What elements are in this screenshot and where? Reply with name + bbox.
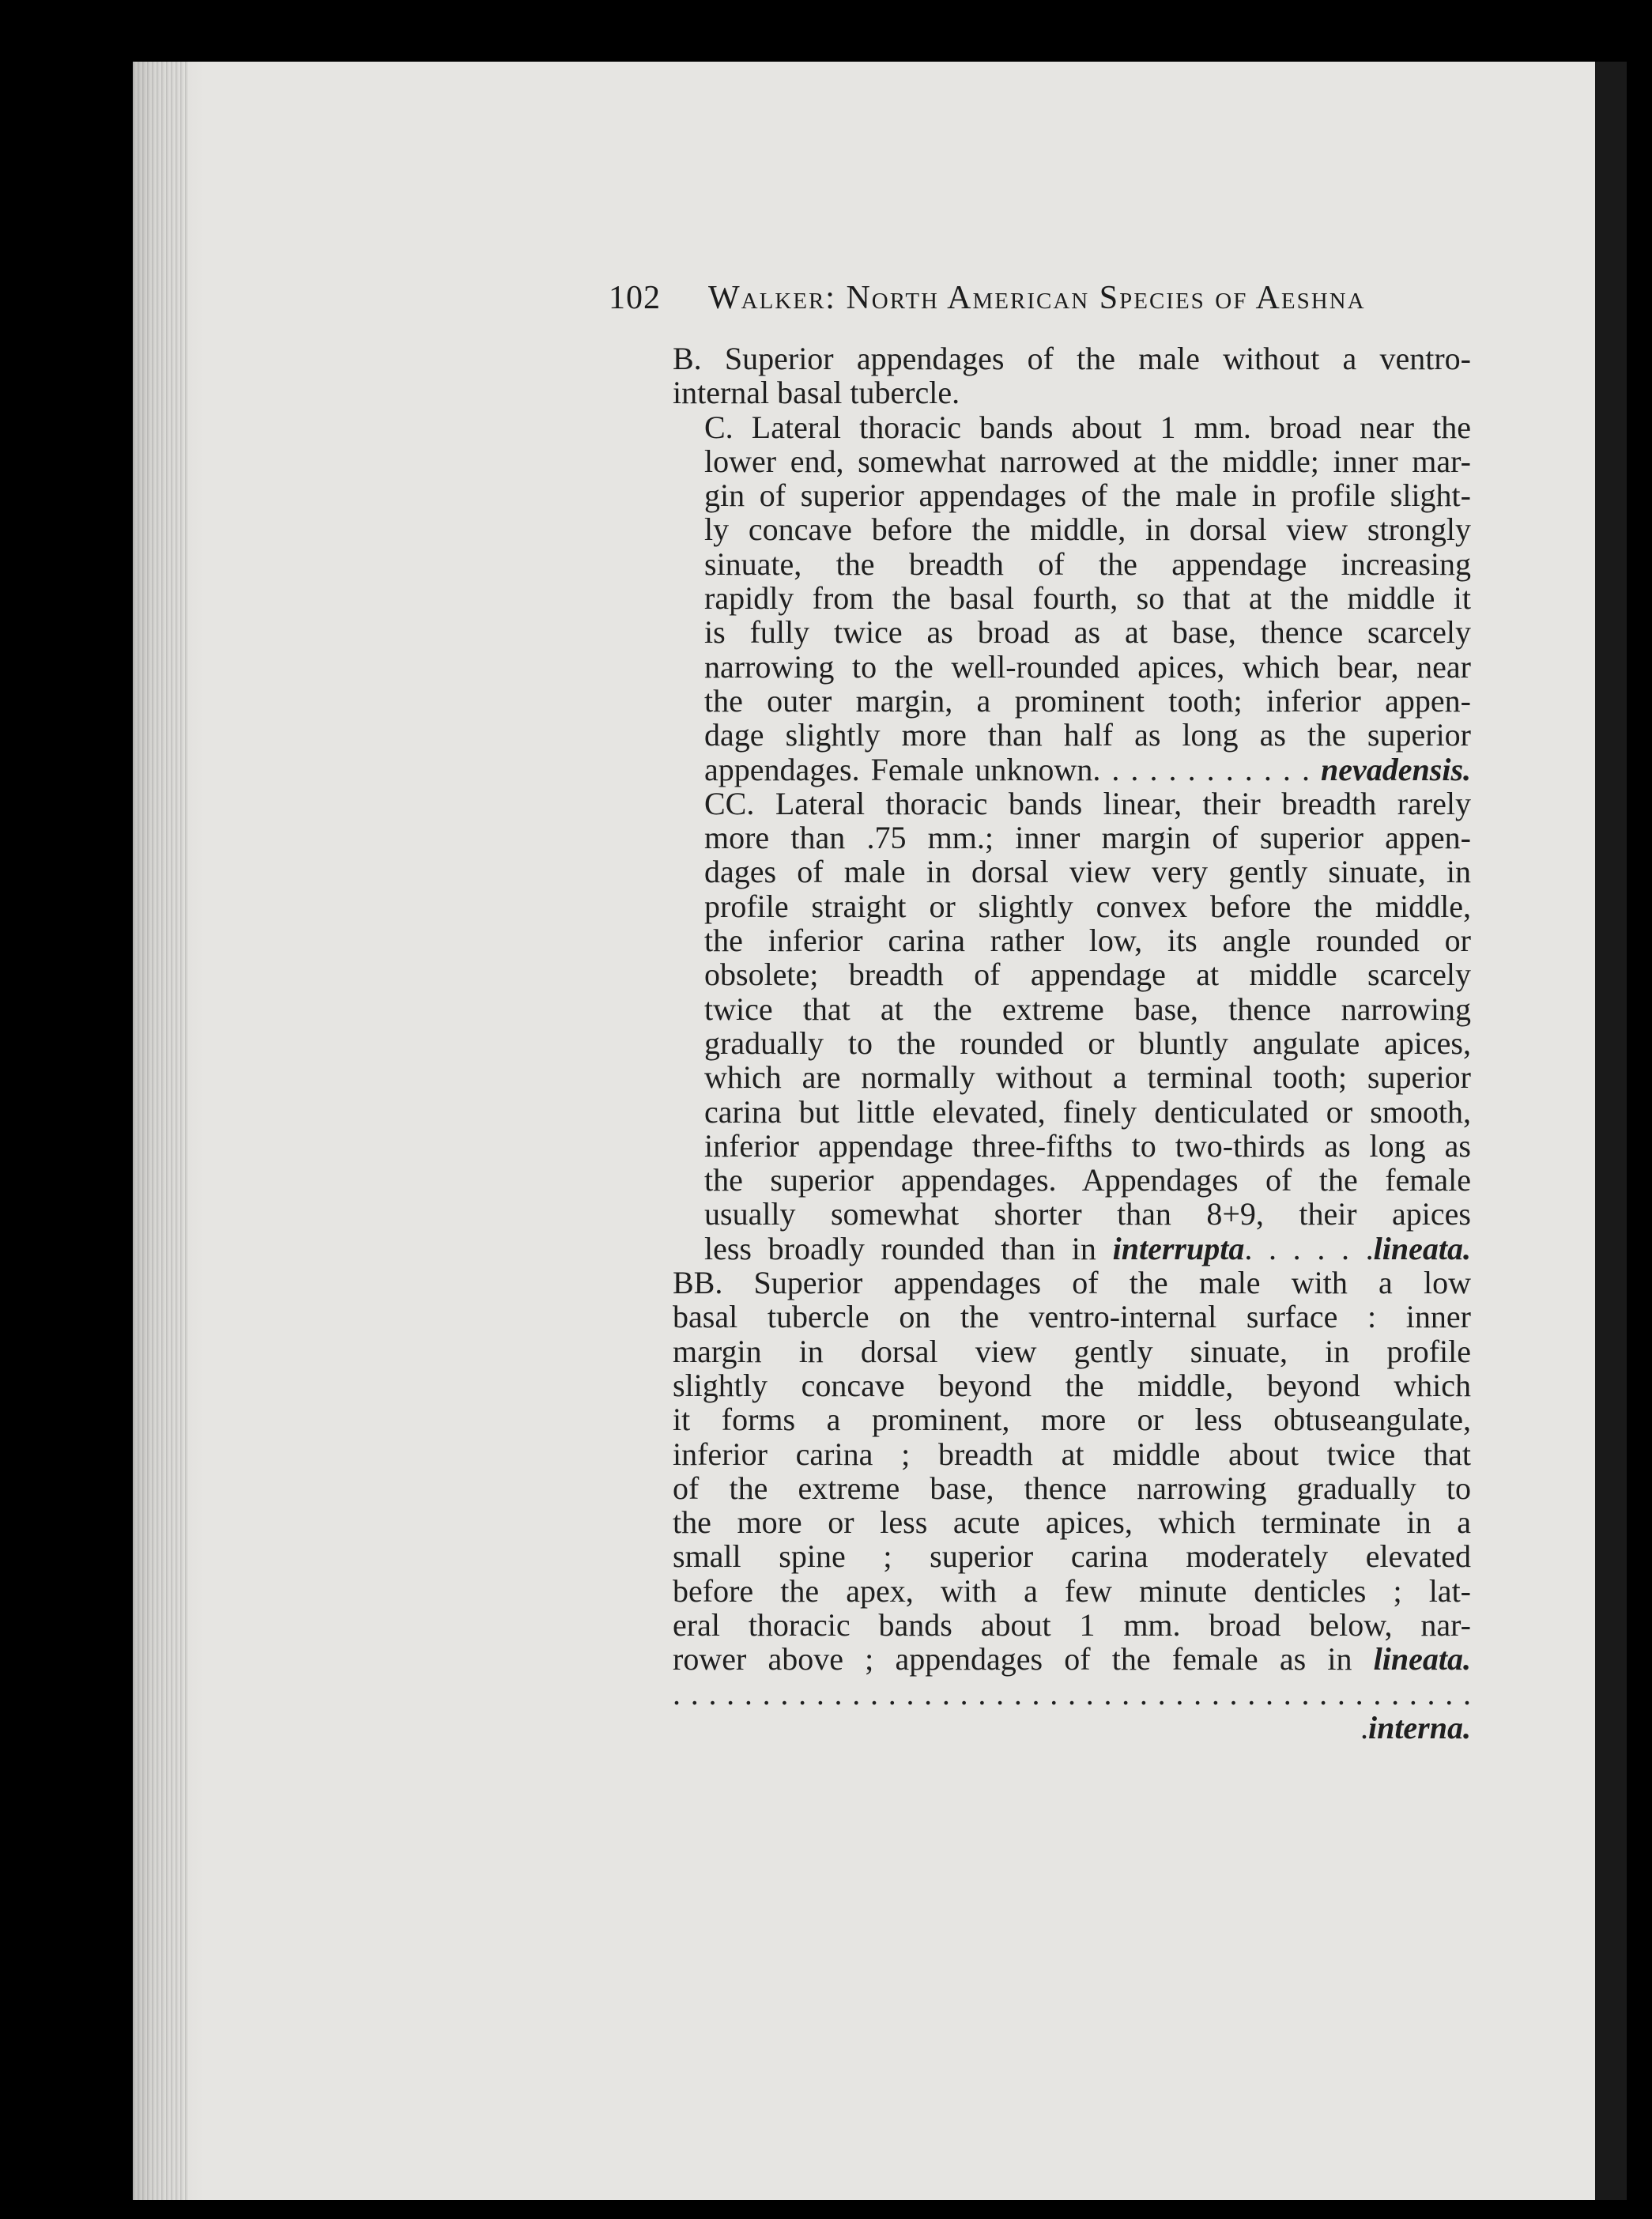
- text-line: rapidly from the basal fourth, so that at the middle it: [704, 580, 1471, 617]
- italic-reference: lineata.: [1373, 1641, 1472, 1677]
- text-line: profile straight or slightly convex before the middle,: [704, 888, 1471, 924]
- text-line: which are normally without a terminal tooth; superior: [704, 1059, 1471, 1096]
- text-line: sinuate, the breadth of the appendage increasing: [704, 545, 1471, 582]
- text-line: eral thoracic bands about 1 mm. broad below, nar-: [673, 1606, 1471, 1643]
- page-number: 102: [609, 280, 661, 316]
- species-name: nevadensis.: [1321, 751, 1472, 787]
- text-line: inferior carina ; breadth at middle about twice that: [673, 1436, 1471, 1472]
- text-line: small spine ; superior carina moderately elevated: [673, 1538, 1471, 1575]
- key-text: [673, 342, 1471, 1745]
- text-line: lower end, somewhat narrowed at the middle; inner mar-: [704, 443, 1471, 479]
- text-line: it forms a prominent, more or less obtuseangulate,: [673, 1402, 1471, 1438]
- text-line: the more or less acute apices, which terminate in a: [673, 1504, 1471, 1541]
- text-line: basal tubercle on the ventro-internal surface : inner: [673, 1299, 1471, 1335]
- text-line: dages of male in dorsal view very gently sinuate, in: [704, 854, 1471, 890]
- text-line: more than .75 mm.; inner margin of superior appen-: [704, 820, 1471, 856]
- species-name: interna.: [1367, 1709, 1471, 1745]
- text-line: the outer margin, a prominent tooth; inferior appen-: [704, 682, 1471, 719]
- text-line: [704, 1232, 1471, 1266]
- running-header: [609, 279, 1366, 317]
- leader-dots: . . . . . .: [1244, 1230, 1374, 1266]
- text-line: gradually to the rounded or bluntly angulate apices,: [704, 1025, 1471, 1061]
- text-line: slightly concave beyond the middle, beyond which: [673, 1367, 1471, 1403]
- text-line: the inferior carina rather low, its angle rounded or: [704, 923, 1471, 959]
- key-entry-cc: [673, 787, 1471, 1266]
- text-line: CC. Lateral thoracic bands linear, their breadth rarely: [704, 785, 1471, 821]
- text-line: is fully twice as broad as at base, thence scarcely: [704, 614, 1471, 651]
- text-line: B. Superior appendages of the male without a ventro-: [673, 341, 1471, 376]
- text-line: C. Lateral thoracic bands about 1 mm. broad near the: [704, 409, 1471, 445]
- text-line: narrowing to the well-rounded apices, which bear, near: [704, 648, 1471, 685]
- key-entry-bb: [673, 1266, 1471, 1745]
- text-line: before the apex, with a few minute denticles ; lat-: [673, 1572, 1471, 1609]
- text-line: the superior appendages. Appendages of the female: [704, 1162, 1471, 1198]
- text-line: BB. Superior appendages of the male with a low: [673, 1265, 1471, 1301]
- text-line: gin of superior appendages of the male in profile slight-: [704, 477, 1471, 514]
- text-line: of the extreme base, thence narrowing gradually to: [673, 1470, 1471, 1506]
- binding-shadow: [1595, 62, 1627, 2200]
- text-line: [704, 753, 1471, 787]
- text-line: usually somewhat shorter than 8+9, their apices: [704, 1196, 1471, 1232]
- text-run: appendages. Female unknown. . . . . . . . . . . .: [704, 751, 1310, 787]
- page-stack-edge: [133, 62, 188, 2200]
- text-line: internal basal tubercle.: [673, 375, 960, 411]
- text-line: twice that at the extreme base, thence narrowing: [704, 991, 1471, 1027]
- key-entry-c: [673, 410, 1471, 787]
- text-run: less broadly rounded than in: [704, 1230, 1096, 1266]
- text-line: margin in dorsal view gently sinuate, in profile: [673, 1333, 1471, 1369]
- text-line: dage slightly more than half as long as the superior: [704, 717, 1471, 753]
- text-line: [673, 1677, 1471, 1745]
- text-line: [673, 1642, 1471, 1676]
- key-entry-b: [673, 342, 1471, 410]
- species-name: lineata.: [1373, 1230, 1472, 1266]
- italic-reference: interrupta: [1112, 1230, 1245, 1266]
- text-run: rower above ; appendages of the female as in: [673, 1641, 1352, 1677]
- leader-dots: . . . . . . . . . . . . . . . . . . . . . . . . . . . . . . . . . . . . . . . . . . . . . .: [673, 1675, 1471, 1745]
- text-line: carina but little elevated, finely denticulated or smooth,: [704, 1093, 1471, 1130]
- text-line: inferior appendage three-fifths to two-thirds as long as: [704, 1127, 1471, 1164]
- text-line: obsolete; breadth of appendage at middle scarcely: [704, 957, 1471, 993]
- running-title: Walker: North American Species of Aeshna: [708, 280, 1366, 316]
- text-line: ly concave before the middle, in dorsal view strongly: [704, 511, 1471, 548]
